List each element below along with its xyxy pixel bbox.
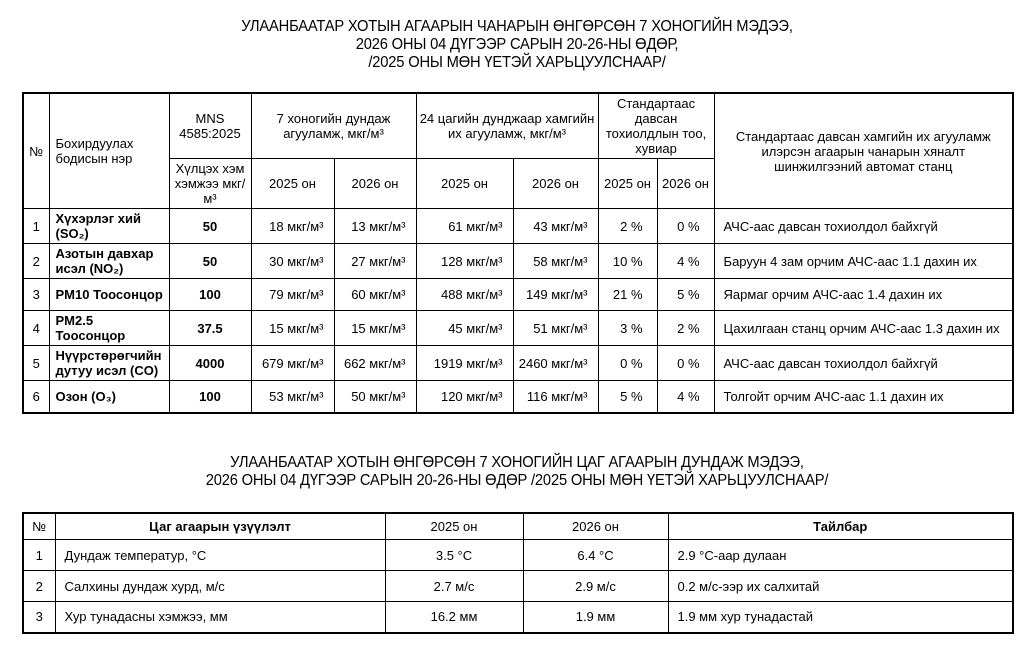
station-cell: Толгойт орчим АЧС-аас 1.1 дахин их xyxy=(714,381,1013,413)
year-2025-header: 2025 он xyxy=(416,159,513,209)
indicator-cell: Дундаж температур, °С xyxy=(55,540,385,571)
daily-2025-cell: 1919 мкг/м³ xyxy=(416,346,513,381)
value-2025-cell: 16.2 мм xyxy=(385,602,523,633)
title-line: 2026 ОНЫ 04 ДҮГЭЭР САРЫН 20-26-НЫ ӨДӨР /2025 ОНЫ МӨН ҮЕТЭЙ ХАРЬЦУУЛСНААР/ xyxy=(205,471,829,489)
row-no-cell: 5 xyxy=(23,346,49,381)
year-2026-header: 2026 он xyxy=(523,513,668,540)
exceed-2026-cell: 4 % xyxy=(657,244,714,279)
daily-2025-cell: 128 мкг/м³ xyxy=(416,244,513,279)
exceed-2025-cell: 10 % xyxy=(598,244,657,279)
daily-2026-cell: 116 мкг/м³ xyxy=(513,381,598,413)
exceed-2025-cell: 21 % xyxy=(598,279,657,311)
weekly-2026-cell: 13 мкг/м³ xyxy=(334,209,416,244)
weekly-2025-cell: 53 мкг/м³ xyxy=(251,381,334,413)
limit-cell: 50 xyxy=(169,244,251,279)
row-no-cell: 1 xyxy=(23,540,55,571)
weekly-2025-cell: 30 мкг/м³ xyxy=(251,244,334,279)
title-line: /2025 ОНЫ МӨН ҮЕТЭЙ ХАРЬЦУУЛСНААР/ xyxy=(368,54,666,71)
col-station-header: Стандартаас давсан хамгийн их агууламж илэрсэн агаарын чанарын хяналт шинжилгээний автомат станц xyxy=(714,93,1013,209)
row-no-cell: 1 xyxy=(23,209,49,244)
weekly-2026-cell: 50 мкг/м³ xyxy=(334,381,416,413)
table-row xyxy=(23,279,1013,311)
col-daily-max-header: 24 цагийн дунджаар хамгийн их агууламж, мкг/м³ xyxy=(416,93,598,159)
col-pollutant-header: Бохирдуулах бодисын нэр xyxy=(49,93,169,209)
table-row xyxy=(23,244,1013,279)
title-line: УЛААНБААТАР ХОТЫН ӨНГӨРСӨН 7 ХОНОГИЙН ЦАГ АГААРЫН ДУНДАЖ МЭДЭЭ, xyxy=(230,453,804,471)
station-cell: Баруун 4 зам орчим АЧС-аас 1.1 дахин их xyxy=(714,244,1013,279)
year-2025-header: 2025 он xyxy=(251,159,334,209)
value-2026-cell: 6.4 °C xyxy=(523,540,668,571)
daily-2026-cell: 43 мкг/м³ xyxy=(513,209,598,244)
col-weekly-avg-header: 7 хоногийн дундаж агууламж, мкг/м³ xyxy=(251,93,416,159)
station-cell: АЧС-аас давсан тохиолдол байхгүй xyxy=(714,209,1013,244)
exceed-2026-cell: 0 % xyxy=(657,346,714,381)
year-2026-header: 2026 он xyxy=(334,159,416,209)
table-row xyxy=(23,540,1013,571)
value-2025-cell: 2.7 м/с xyxy=(385,571,523,602)
pollutant-name-cell: Озон (O₃) xyxy=(49,381,169,413)
value-2025-cell: 3.5 °C xyxy=(385,540,523,571)
note-cell: 0.2 м/с-ээр их салхитай xyxy=(668,571,1013,602)
exceed-2025-cell: 3 % xyxy=(598,311,657,346)
air-quality-table xyxy=(22,92,1014,414)
col-exceed-header: Стандартаас давсан тохиолдлын тоо, хувиар xyxy=(598,93,714,159)
limit-cell: 37.5 xyxy=(169,311,251,346)
row-no-cell: 4 xyxy=(23,311,49,346)
exceed-2025-cell: 0 % xyxy=(598,346,657,381)
limit-cell: 4000 xyxy=(169,346,251,381)
table-row xyxy=(23,311,1013,346)
daily-2025-cell: 120 мкг/м³ xyxy=(416,381,513,413)
daily-2026-cell: 51 мкг/м³ xyxy=(513,311,598,346)
note-cell: 1.9 мм хур тунадастай xyxy=(668,602,1013,633)
col-mns-header: MNS 4585:2025 xyxy=(169,93,251,159)
pollutant-name-cell: Хүхэрлэг хий (SO₂) xyxy=(49,209,169,244)
station-cell: Яармаг орчим АЧС-аас 1.4 дахин их xyxy=(714,279,1013,311)
pollutant-name-cell: Нүүрстөрөгчийн дутуу исэл (CO) xyxy=(49,346,169,381)
weekly-2025-cell: 18 мкг/м³ xyxy=(251,209,334,244)
exceed-2025-cell: 5 % xyxy=(598,381,657,413)
daily-2026-cell: 2460 мкг/м³ xyxy=(513,346,598,381)
col-note-header: Тайлбар xyxy=(668,513,1013,540)
daily-2026-cell: 149 мкг/м³ xyxy=(513,279,598,311)
indicator-cell: Салхины дундаж хурд, м/с xyxy=(55,571,385,602)
limit-cell: 100 xyxy=(169,279,251,311)
weather-table xyxy=(22,512,1014,634)
col-indicator-header: Цаг агаарын үзүүлэлт xyxy=(55,513,385,540)
exceed-2026-cell: 5 % xyxy=(657,279,714,311)
title-line: 2026 ОНЫ 04 ДҮГЭЭР САРЫН 20-26-НЫ ӨДӨР, xyxy=(355,36,679,53)
weekly-2025-cell: 79 мкг/м³ xyxy=(251,279,334,311)
col-limit-header: Хүлцэх хэм хэмжээ мкг/м³ xyxy=(169,159,251,209)
daily-2026-cell: 58 мкг/м³ xyxy=(513,244,598,279)
page-title-weather xyxy=(41,454,992,490)
row-no-cell: 3 xyxy=(23,602,55,633)
daily-2025-cell: 45 мкг/м³ xyxy=(416,311,513,346)
note-cell: 2.9 °C-аар дулаан xyxy=(668,540,1013,571)
table-row xyxy=(23,346,1013,381)
table-row xyxy=(23,209,1013,244)
weekly-2026-cell: 27 мкг/м³ xyxy=(334,244,416,279)
limit-cell: 100 xyxy=(169,381,251,413)
table-row xyxy=(23,571,1013,602)
pollutant-name-cell: PM10 Тоосонцор xyxy=(49,279,169,311)
daily-2025-cell: 61 мкг/м³ xyxy=(416,209,513,244)
station-cell: Цахилгаан станц орчим АЧС-аас 1.3 дахин их xyxy=(714,311,1013,346)
pollutant-name-cell: PM2.5 Тоосонцор xyxy=(49,311,169,346)
year-2026-header: 2026 он xyxy=(657,159,714,209)
weekly-2025-cell: 15 мкг/м³ xyxy=(251,311,334,346)
table-row xyxy=(23,602,1013,633)
daily-2025-cell: 488 мкг/м³ xyxy=(416,279,513,311)
year-2026-header: 2026 он xyxy=(513,159,598,209)
year-2025-header: 2025 он xyxy=(598,159,657,209)
weekly-2026-cell: 15 мкг/м³ xyxy=(334,311,416,346)
exceed-2026-cell: 4 % xyxy=(657,381,714,413)
weekly-2025-cell: 679 мкг/м³ xyxy=(251,346,334,381)
exceed-2026-cell: 0 % xyxy=(657,209,714,244)
row-no-cell: 6 xyxy=(23,381,49,413)
value-2026-cell: 2.9 м/с xyxy=(523,571,668,602)
pollutant-name-cell: Азотын давхар исэл (NO₂) xyxy=(49,244,169,279)
col-no-header: № xyxy=(23,93,49,209)
weekly-2026-cell: 662 мкг/м³ xyxy=(334,346,416,381)
page-title-air-quality xyxy=(41,18,992,72)
limit-cell: 50 xyxy=(169,209,251,244)
value-2026-cell: 1.9 мм xyxy=(523,602,668,633)
row-no-cell: 2 xyxy=(23,244,49,279)
col-no-header: № xyxy=(23,513,55,540)
title-line: УЛААНБААТАР ХОТЫН АГААРЫН ЧАНАРЫН ӨНГӨРСӨН 7 ХОНОГИЙН МЭДЭЭ, xyxy=(241,18,793,35)
row-no-cell: 3 xyxy=(23,279,49,311)
indicator-cell: Хур тунадасны хэмжээ, мм xyxy=(55,602,385,633)
row-no-cell: 2 xyxy=(23,571,55,602)
year-2025-header: 2025 он xyxy=(385,513,523,540)
station-cell: АЧС-аас давсан тохиолдол байхгүй xyxy=(714,346,1013,381)
weekly-2026-cell: 60 мкг/м³ xyxy=(334,279,416,311)
exceed-2026-cell: 2 % xyxy=(657,311,714,346)
table-row xyxy=(23,381,1013,413)
exceed-2025-cell: 2 % xyxy=(598,209,657,244)
